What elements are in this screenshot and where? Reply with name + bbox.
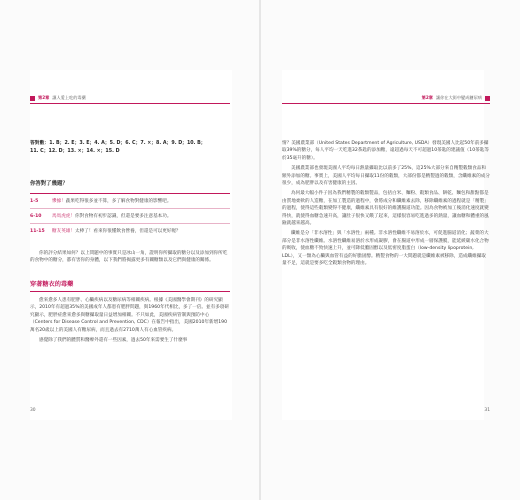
right-column [282,140,490,271]
score-description [52,228,230,235]
score-text: 你對食物有初步認識，但還是要多注意基本功。 [74,214,172,219]
score-range: 1-5 [30,198,39,204]
score-verdict: 慘綠！ [52,198,66,204]
score-description [52,213,230,220]
body-paragraph: 感覺除了我們的體質和醫療外還有一些因素，過去50年來需要生了什麼事 [39,338,188,344]
score-verdict: 馬馬虎虎！ [52,214,75,219]
body-paragraph: 你的評分結果如何？以上問題中的事實只是冰山一角，證明你所攝取的糖分以及添加到你所吃的食物中的糖分，都有害你的身體，以下我們將揭露更多有關糖類以及它們與健康的關係。 [30,250,228,264]
score-row [30,198,230,205]
left-running-header [30,95,86,101]
score-description [52,198,230,205]
left-page-number: 30 [30,408,36,413]
score-row [30,228,230,235]
book-gutter [259,0,261,500]
score-row [30,213,230,220]
score-text: 太棒了！看來你很懂飲食營養，但還是可以更好喔？ [74,229,181,235]
answer-key-line: 答對數：1. B；2. E；3. E；4. A；5. D；6. C；7. ×；8. A；9. D；10. B； [30,141,206,146]
score-divider [30,223,230,224]
right-header-chapter: 第2章 [421,95,433,100]
subsection-title: 穿著糖衣的毒藥 [30,280,74,288]
right-running-header [422,95,490,101]
score-range: 11-15 [30,229,45,235]
body-paragraph: 為何最大幅小件子因為我們精製的穀類製品，包括白米、麵粉、穀類食品、餅乾、麵包和甜點都是由質地柔軟的人造糖，在加工製造的過程中，會將成分和纖維素去除，移除纖維素的過程就是「精製」的過程，使得這些穀類變得不健康，纖維素具有很好的維護腸道功能。因為食物被加工後消化速度就變得快，就使得血糖急速升高，讓肚子很快又餓了起來，這樣很容易吃進過多的熱量，讓血糖和體重的風險就越來越高。 [282,191,489,227]
right-header-title: 讓你在大街中變成糖尿病 [435,95,482,100]
body-paragraph: 美國農業部也發現美國人平均每日熱量攝取比以前多了25%，這25%大部分來自精製穀類食品和額外添加的糖。事實上，美國人平均每日攝取11份的穀類，大部份都是精製過的穀類，含纖維素的成分很少，成為肥胖以及有害健康的主因。 [282,166,490,187]
subsection-rule [30,291,230,292]
chapter-marker-icon [30,96,35,101]
left-header-rule [30,103,230,104]
left-column [30,140,230,347]
answer-key-line: 11. C；12. D；13. ×；14. ×；15. D [30,148,120,154]
score-rule [30,193,230,194]
score-range: 6-10 [30,214,42,219]
score-verdict: 糖友英雄！ [52,229,75,235]
score-text: 蔬果吃得很多並不算，多了解食物對健康的影響吧。 [65,198,172,204]
answer-key [30,140,230,155]
left-header-chapter: 第2章 [38,95,50,100]
right-page-number: 31 [484,408,490,413]
left-header-title: 讓人愛上吃的毒藥 [52,95,86,100]
body-paragraph: 愈來愈多人患有肥胖、心臟疾病以及糖尿病等相關疾病。根據《美國醫學會期刊》的研究顯示，2010年有超過35%的美國成年人都患有肥胖問題，與1960年代相比，多了一倍。並有多項研究顯示，肥胖症愈來愈多與糖攝取量日益增加相關。不只如此，美國疾病管制與預防中心（Centers for Disease Control and Prevention, CDC）在報告中指出，美國2010年新增190萬名20歲以上的美國人有糖尿病，而且過去有2710萬人有心血管疾病。 [30,298,229,333]
score-divider [30,208,230,209]
chapter-marker-icon [485,96,490,101]
body-paragraph: 纖維是分「非水溶性」與「水溶性」兩種。非水溶性纖維不易溶於水，可促進腸道消化；蔬菜的大部分是非水溶性纖維。水溶性纖維易溶於水形成凝膠，會在腸道中形成一層保護膜，能延緩碳水化合物的吸收，使血糖不致快速上升，並可降低膽固醇以及低密度脂蛋白（low-density lipoprotein, LDL），又一類為心臟與血管有益的好膽固醇。精製食物的一大問題就是纖維素被移除，造成纖維攝取量不足，這就是要多吃全穀類食物的理由。 [282,231,489,267]
score-section-title: 你答對了幾題？ [30,181,68,188]
right-header-rule [282,103,490,104]
body-paragraph: 情？美國農業部（United States Department of Agriculture, USDA）發現美國人比起50年前多攝取39%的糖分，每人平均一天吃進32茶匙的添加糖，遠超過每天不可超過10茶匙的建議值（10茶匙等於35毫升的糖）。 [282,141,489,161]
